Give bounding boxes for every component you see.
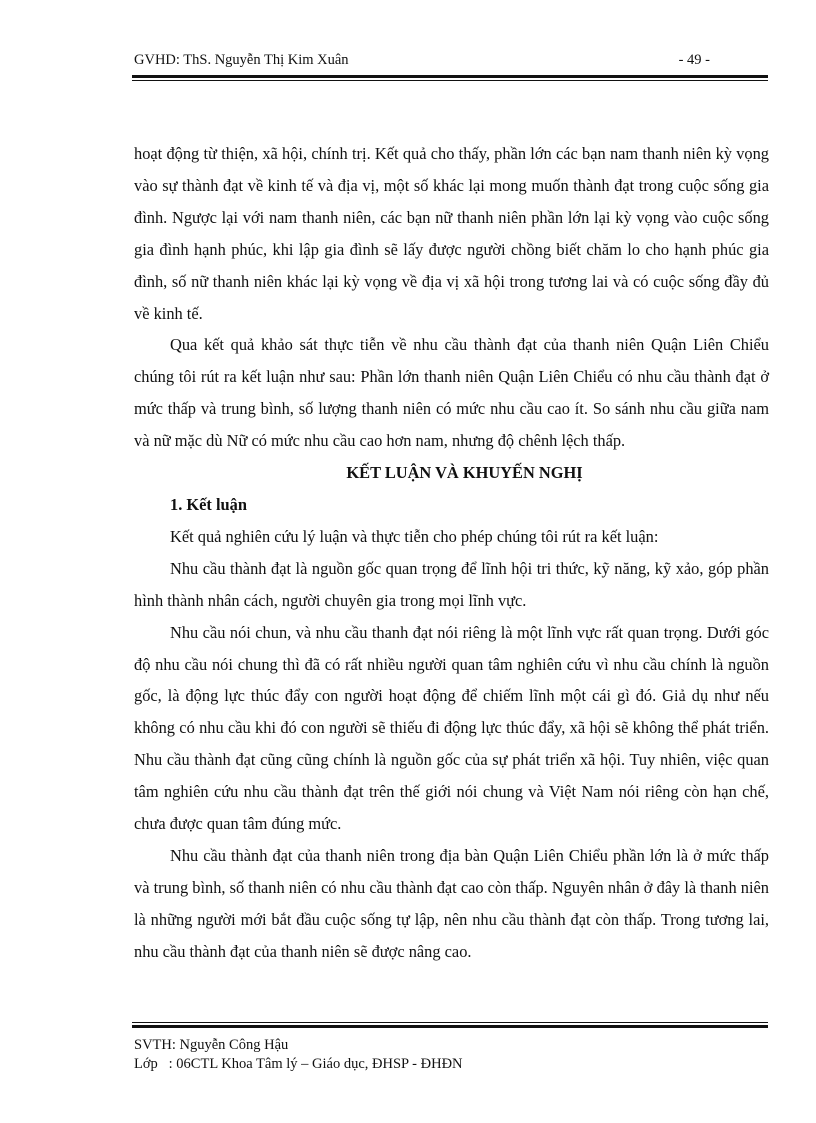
- paragraph-5: Nhu cầu nói chun, và nhu cầu thanh đạt nói riêng là một lĩnh vực rất quan trọng. Dưới góc độ nhu cầu nói chung thì đã có rất nhiều người quan tâm nghiên cứu vì nhu cầu chính là nguồn gốc, là động lực thúc đẩy con người hoạt động để chiếm lĩnh một cái gì đó. Giả dụ như nếu không có nhu cầu khi đó con người sẽ thiếu đi động lực thúc đẩy, xã hội sẽ không thể phát triển. Nhu cầu thành đạt cũng cũng chính là nguồn gốc của sự phát triển xã hội. Tuy nhiên, việc quan tâm nghiên cứu nhu cầu thành đạt trên thế giới nói chung và Việt Nam nói riêng còn hạn chế, chưa được quan tâm đúng mức.: [134, 622, 769, 834]
- subheading-conclusion: 1. Kết luận: [170, 494, 247, 514]
- student-name: SVTH: Nguyễn Công Hậu: [134, 1037, 289, 1053]
- footer-rule-thin: [132, 1022, 768, 1023]
- page-footer: [134, 1036, 764, 1074]
- page-body: [134, 138, 769, 968]
- class-info: Lớp : 06CTL Khoa Tâm lý – Giáo dục, ĐHSP - ĐHĐN: [134, 1056, 463, 1072]
- paragraph-2: Qua kết quả khảo sát thực tiễn về nhu cầu thành đạt của thanh niên Quận Liên Chiểu chúng tôi rút ra kết luận như sau: Phần lớn thanh niên Quận Liên Chiểu có nhu cầu thành đạt ở mức thấp và trung bình, số lượng thanh niên có mức nhu cầu cao ít. So sánh nhu cầu giữa nam và nữ mặc dù Nữ có mức nhu cầu cao hơn nam, nhưng độ chênh lệch thấp.: [134, 335, 769, 451]
- footer-rule-thick: [132, 1025, 768, 1028]
- page-header: [134, 52, 710, 72]
- paragraph-4: Nhu cầu thành đạt là nguồn gốc quan trọng để lĩnh hội tri thức, kỹ năng, kỹ xảo, góp phần hình thành nhân cách, người chuyên gia trong mọi lĩnh vực.: [134, 558, 769, 610]
- paragraph-1: hoạt động từ thiện, xã hội, chính trị. Kết quả cho thấy, phần lớn các bạn nam thanh niên kỳ vọng vào sự thành đạt về kinh tế và địa vị, một số khác lại mong muốn thành đạt trong cuộc sống gia đình. Ngược lại với nam thanh niên, các bạn nữ thanh niên phần lớn lại kỳ vọng vào cuộc sống gia đình hạnh phúc, khi lập gia đình sẽ lấy được người chồng biết chăm lo cho hạnh phúc gia đình, số nữ thanh niên khác lại kỳ vọng về địa vị xã hội trong tương lai và có cuộc sống đầy đủ về kinh tế.: [134, 144, 769, 323]
- page-number: - 49 -: [678, 52, 710, 68]
- paragraph-6: Nhu cầu thành đạt của thanh niên trong địa bàn Quận Liên Chiểu phần lớn là ở mức thấp và trung bình, số thanh niên có nhu cầu thành đạt cao còn thấp. Nguyên nhân ở đây là thanh niên là những người mới bắt đầu cuộc sống tự lập, nên nhu cầu thành đạt còn thấp. Trong tương lai, nhu cầu thành đạt của thanh niên sẽ được nâng cao.: [134, 845, 769, 961]
- header-rule-thin: [132, 80, 768, 81]
- advisor-name: GVHD: ThS. Nguyễn Thị Kim Xuân: [134, 52, 349, 68]
- paragraph-3: Kết quả nghiên cứu lý luận và thực tiễn cho phép chúng tôi rút ra kết luận:: [170, 526, 659, 546]
- header-rule-thick: [132, 75, 768, 78]
- section-title: KẾT LUẬN VÀ KHUYẾN NGHỊ: [346, 463, 583, 483]
